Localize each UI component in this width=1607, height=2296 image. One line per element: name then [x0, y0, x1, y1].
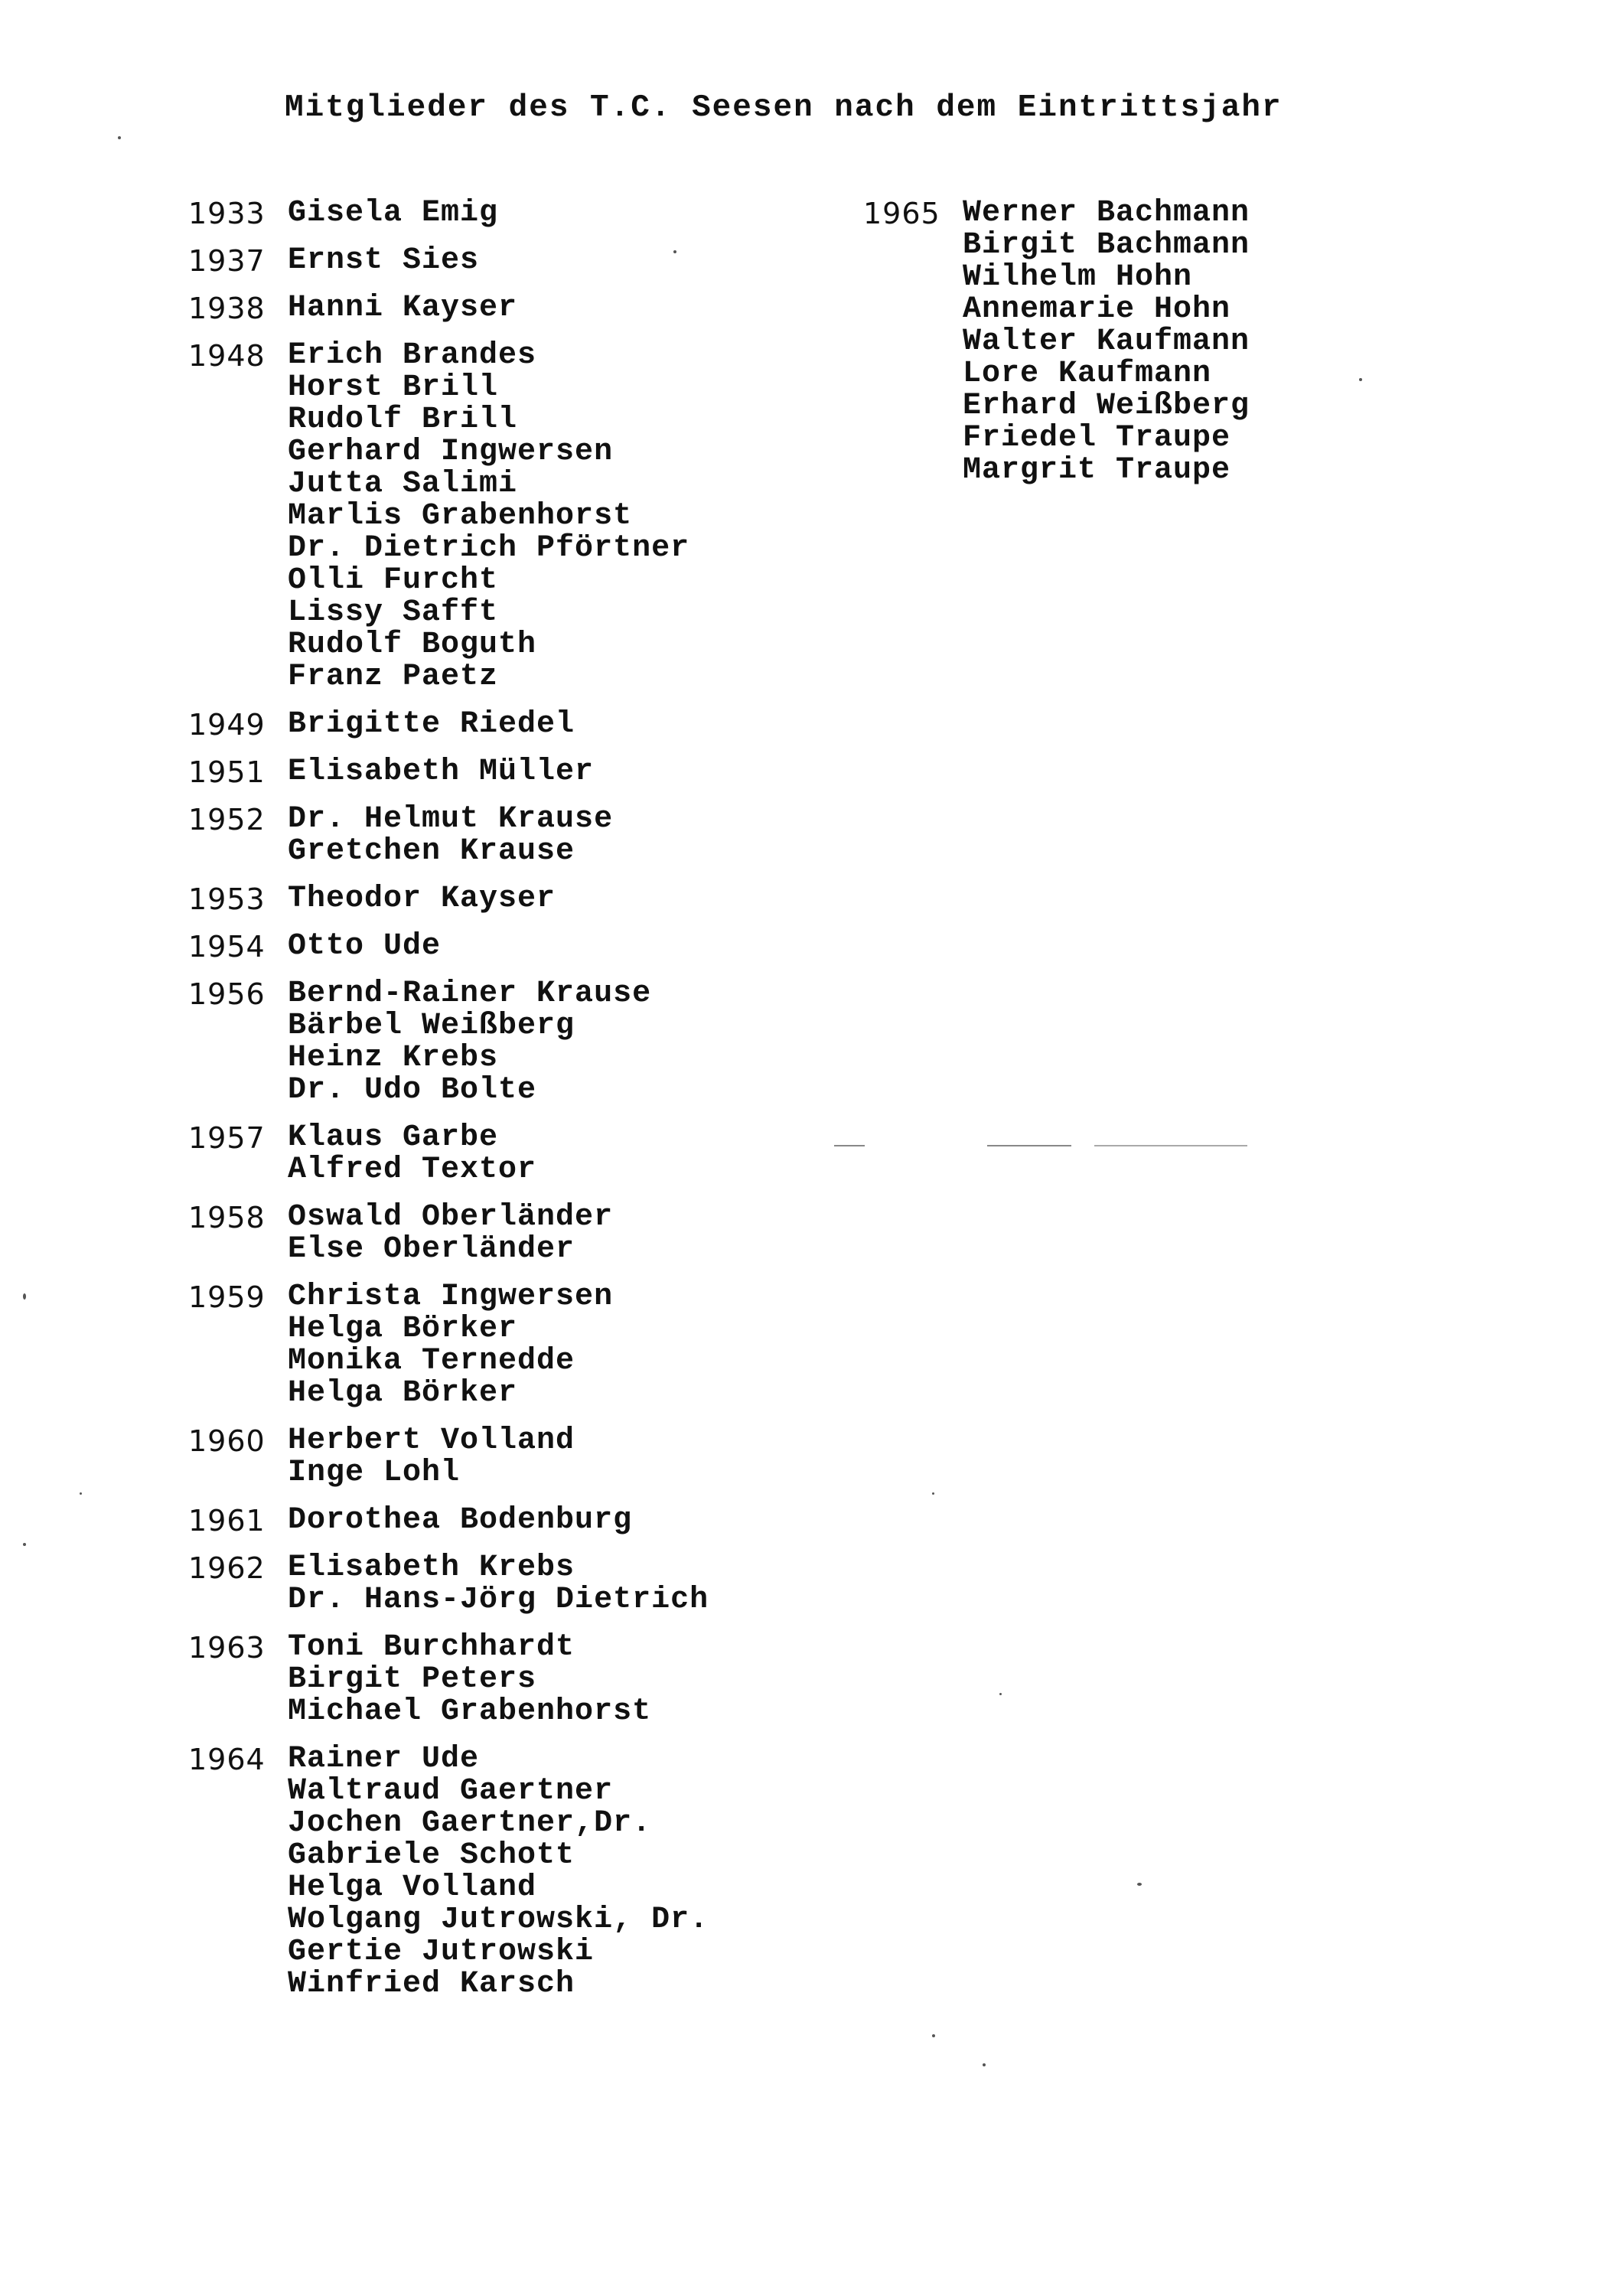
member-names	[288, 756, 594, 788]
year-label: 1958	[188, 1201, 266, 1234]
member-name: Jutta Salimi	[288, 467, 518, 501]
member-name: Brigitte Riedel	[288, 707, 575, 742]
year-label: 1937	[188, 244, 266, 278]
member-name: Dr. Hans-Jörg Dietrich	[288, 1583, 709, 1617]
scan-speck	[932, 1492, 934, 1495]
member-name: Wolgang Jutrowski, Dr.	[288, 1903, 709, 1937]
year-label: 1952	[188, 803, 266, 837]
member-names	[288, 804, 613, 868]
member-names	[288, 978, 651, 1107]
member-name: Gisela Emig	[288, 196, 499, 230]
member-name: Dr. Helmut Krause	[288, 802, 614, 837]
year-label: 1959	[188, 1280, 266, 1314]
scan-speck	[80, 1492, 82, 1495]
year-label: 1954	[188, 930, 266, 964]
member-name: Margrit Traupe	[963, 453, 1231, 488]
member-name: Erhard Weißberg	[963, 389, 1250, 423]
member-name: Ernst Sies	[288, 243, 480, 278]
member-name: Franz Paetz	[288, 660, 499, 694]
member-name: Marlis Grabenhorst	[288, 499, 633, 533]
member-name: Waltraud Gaertner	[288, 1774, 614, 1808]
year-entry	[188, 978, 709, 1107]
year-label: 1951	[188, 755, 266, 789]
member-name: Birgit Peters	[288, 1662, 537, 1697]
year-label: 1948	[188, 339, 266, 373]
scan-speck	[983, 2063, 986, 2066]
member-name: Olli Furcht	[288, 563, 499, 598]
year-label: 1960	[188, 1424, 266, 1458]
scan-speck	[987, 1145, 1071, 1146]
member-names	[288, 1505, 632, 1537]
scan-speck	[999, 1693, 1002, 1695]
year-entry	[188, 197, 709, 230]
member-name: Alfred Textor	[288, 1153, 537, 1187]
member-name: Helga Börker	[288, 1312, 518, 1346]
member-list-left	[188, 197, 709, 2016]
year-entry	[188, 1425, 709, 1489]
year-entry	[188, 1552, 709, 1616]
member-name: Bernd-Rainer Krause	[288, 977, 652, 1011]
year-entry	[188, 340, 709, 693]
member-name: Herbert Volland	[288, 1424, 575, 1458]
member-name: Birgit Bachmann	[963, 228, 1250, 263]
year-entry	[188, 1505, 709, 1537]
member-names	[288, 1202, 613, 1266]
member-names	[288, 340, 689, 693]
scan-speck	[23, 1293, 26, 1300]
member-name: Walter Kaufmann	[963, 325, 1250, 359]
member-name: Klaus Garbe	[288, 1120, 499, 1155]
member-names	[288, 245, 479, 277]
member-names	[288, 1743, 709, 2001]
year-entry	[188, 1743, 709, 2001]
year-label: 1949	[188, 708, 266, 742]
member-names	[288, 197, 498, 230]
year-entry	[863, 197, 1250, 487]
member-name: Hanni Kayser	[288, 291, 518, 325]
member-name: Helga Börker	[288, 1376, 518, 1411]
member-name: Rainer Ude	[288, 1742, 480, 1776]
year-label: 1963	[188, 1631, 266, 1665]
member-name: Rudolf Boguth	[288, 628, 537, 662]
member-names	[288, 1122, 536, 1186]
year-entry	[188, 245, 709, 277]
scan-speck	[1094, 1145, 1247, 1146]
member-name: Dorothea Bodenburg	[288, 1503, 633, 1538]
member-name: Winfried Karsch	[288, 1967, 575, 2001]
member-name: Gabriele Schott	[288, 1838, 575, 1873]
year-entry	[188, 883, 709, 915]
member-names	[288, 1425, 575, 1489]
member-name: Rudolf Brill	[288, 403, 518, 437]
member-name: Annemarie Hohn	[963, 292, 1231, 327]
year-label: 1933	[188, 197, 266, 230]
scan-speck	[834, 1145, 865, 1146]
member-name: Dr. Udo Bolte	[288, 1073, 537, 1107]
member-name: Gertie Jutrowski	[288, 1935, 595, 1969]
member-name: Christa Ingwersen	[288, 1280, 614, 1314]
member-name: Michael Grabenhorst	[288, 1694, 652, 1729]
member-names	[963, 197, 1250, 487]
member-name: Gretchen Krause	[288, 834, 575, 869]
member-name: Helga Volland	[288, 1870, 537, 1905]
member-name: Elisabeth Krebs	[288, 1551, 575, 1585]
member-list-right	[863, 197, 1250, 502]
scan-speck	[932, 2034, 935, 2037]
page-title: Mitglieder des T.C. Seesen nach dem Eintrittsjahr	[285, 90, 1283, 126]
year-label: 1956	[188, 977, 266, 1011]
member-names	[288, 1552, 709, 1616]
member-name: Erich Brandes	[288, 338, 537, 373]
member-name: Lore Kaufmann	[963, 357, 1212, 391]
year-entry	[188, 756, 709, 788]
year-entry	[188, 1281, 709, 1410]
member-names	[288, 1632, 651, 1728]
member-name: Dr. Dietrich Pförtner	[288, 531, 690, 566]
year-entry	[188, 709, 709, 741]
member-name: Gerhard Ingwersen	[288, 435, 614, 469]
member-name: Toni Burchhardt	[288, 1630, 575, 1665]
member-name: Monika Ternedde	[288, 1344, 575, 1378]
year-entry	[188, 1632, 709, 1728]
member-name: Inge Lohl	[288, 1456, 461, 1490]
year-label: 1962	[188, 1551, 266, 1585]
member-names	[288, 883, 556, 915]
member-name: Lissy Safft	[288, 595, 499, 630]
year-entry	[188, 804, 709, 868]
year-label: 1938	[188, 292, 266, 325]
member-name: Horst Brill	[288, 370, 499, 405]
year-label: 1957	[188, 1121, 266, 1155]
year-label: 1961	[188, 1504, 266, 1538]
year-entry	[188, 1202, 709, 1266]
member-name: Friedel Traupe	[963, 421, 1231, 455]
member-name: Otto Ude	[288, 929, 442, 964]
member-name: Oswald Oberländer	[288, 1200, 614, 1234]
member-names	[288, 709, 575, 741]
member-names	[288, 931, 441, 963]
member-names	[288, 292, 517, 325]
member-name: Bärbel Weißberg	[288, 1009, 575, 1043]
scan-speck	[23, 1543, 26, 1546]
member-name: Else Oberländer	[288, 1232, 575, 1267]
scan-speck	[1359, 378, 1362, 381]
year-label: 1964	[188, 1743, 266, 1776]
year-entry	[188, 931, 709, 963]
member-name: Elisabeth Müller	[288, 755, 595, 789]
member-name: Theodor Kayser	[288, 882, 556, 916]
member-name: Wilhelm Hohn	[963, 260, 1193, 295]
member-name: Heinz Krebs	[288, 1041, 499, 1075]
year-entry	[188, 1122, 709, 1186]
scan-speck	[118, 136, 121, 139]
scan-speck	[1137, 1883, 1142, 1886]
member-names	[288, 1281, 613, 1410]
scan-speck	[673, 250, 676, 253]
year-entry	[188, 292, 709, 325]
year-label: 1965	[863, 197, 940, 230]
member-name: Werner Bachmann	[963, 196, 1250, 230]
year-label: 1953	[188, 882, 266, 916]
member-name: Jochen Gaertner,Dr.	[288, 1806, 652, 1841]
